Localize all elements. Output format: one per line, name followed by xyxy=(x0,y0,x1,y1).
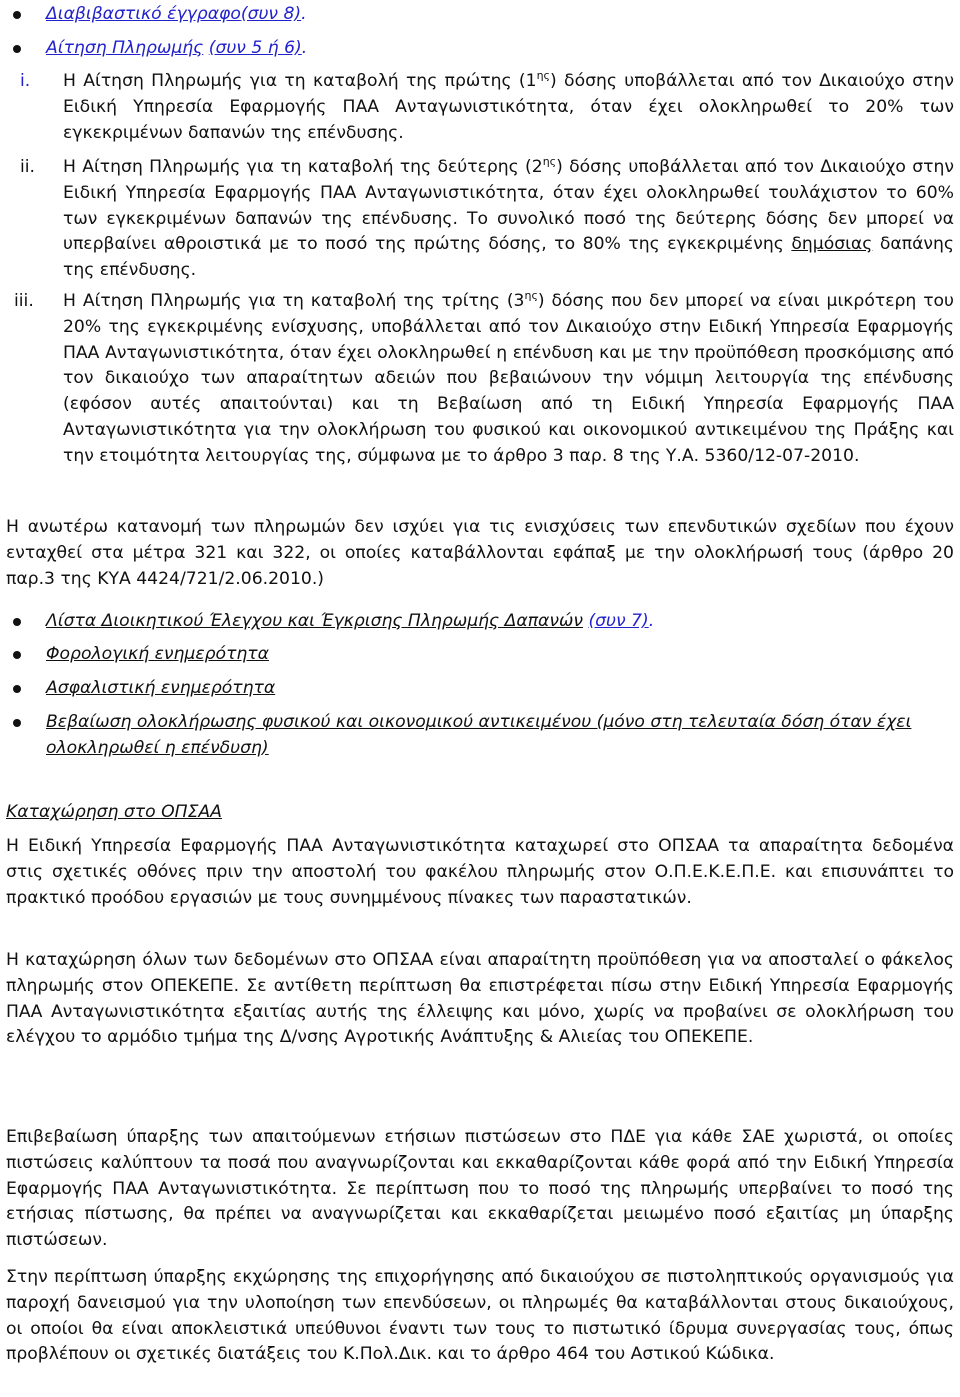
roman-item-sup: ης xyxy=(542,155,557,168)
paragraph-registration-1: Η Ειδική Υπηρεσία Εφαρμογής ΠΑΑ Ανταγωνιστικότητα καταχωρεί στο ΟΠΣΑΑ τα απαραίτητα δεδομένα στις σχετικές οθόνες πριν την αποστολή του φακέλου πληρωμής στον Ο.Π.Ε.Κ.Ε.Π.Ε. και επισυνάπτει το πρακτικό προόδου εργασιών με τους συνημμένους πίνακες των παραστατικών. xyxy=(6,836,954,908)
bullet-checklist xyxy=(6,609,954,635)
roman-item-sup: ης xyxy=(536,69,551,82)
covering-letter-ref-link[interactable]: (συν 8) xyxy=(240,4,302,24)
roman-item-3 xyxy=(6,289,954,470)
roman-item-text-post: ) δόσης υποβάλλεται από τον Δικαιούχο στην Ειδική Υπηρεσία Εφαρμογής ΠΑΑ Ανταγωνιστικότητα, όταν έχει ολοκληρωθεί το 20% των εγκεκριμένων δαπανών της επένδυσης. xyxy=(63,71,954,143)
paragraph-registration-2: Η καταχώρηση όλων των δεδομένων στο ΟΠΣΑΑ είναι απαραίτητη προϋπόθεση για να αποσταλεί ο φάκελος πληρωμής στον ΟΠΕΚΕΠΕ. Σε αντίθετη περίπτωση θα επιστρέφεται πίσω στην Ειδική Υπηρεσία Εφαρμογής ΠΑΑ Ανταγωνιστικότητα εξαιτίας αυτής της έλλειψης και μόνο, χωρίς να προβαίνει σε ολοκλήρωση του ελέγχου το αρμόδιο τμήμα της Δ/νσης Αγροτικής Ανάπτυξης & Αλιείας του ΟΠΕΚΕΠΕ. xyxy=(6,950,954,1048)
bullet-tail: . xyxy=(301,4,307,24)
roman-item-text-pre: Η Αίτηση Πληρωμής για τη καταβολή της δεύτερης (2 xyxy=(63,157,543,177)
roman-item-text-post2: δαπάνης της επένδυσης. xyxy=(63,234,954,281)
tax-clearance-link[interactable]: Φορολογική ενημερότητα xyxy=(46,644,269,664)
payment-request-ref-link[interactable]: (συν 5 ή 6) xyxy=(208,38,302,58)
roman-item-2 xyxy=(6,155,954,284)
roman-item-text-pre: Η Αίτηση Πληρωμής για τη καταβολή της πρώτης (1 xyxy=(63,71,537,91)
bullet-insurance-clearance xyxy=(6,676,954,702)
roman-item-text-post: ) δόσης υποβάλλεται από τον Δικαιούχο στην Ειδική Υπηρεσία Εφαρμογής ΠΑΑ Ανταγωνιστικότητα, όταν έχει ολοκληρωθεί τουλάχιστον το 60% των εγκεκριμένων δαπανών της επένδυσης. Το συνολικό ποσό της δεύτερης δόσης δεν μπορεί να υπερβαίνει αθροιστικά με το ποσό της πρώτης δόσης, το 80% της εγκεκριμένης xyxy=(63,157,954,255)
roman-number: ii. xyxy=(20,157,36,177)
insurance-clearance-link[interactable]: Ασφαλιστική ενημερότητα xyxy=(46,678,276,698)
section-heading: Καταχώρηση στο ΟΠΣΑΑ xyxy=(6,802,222,822)
roman-item-1 xyxy=(6,69,954,146)
covering-letter-link[interactable]: Διαβιβαστικό έγγραφο xyxy=(46,4,241,24)
bullet-covering-letter xyxy=(6,2,960,28)
paragraph-credits: Επιβεβαίωση ύπαρξης των απαιτούμενων ετήσιων πιστώσεων στο ΠΔΕ για κάθε ΣΑΕ χωριστά, οι οποίες πιστώσεις καλύπτουν τα ποσά που αναγνωρίζονται και εκκαθαρίζονται κάθε φορά από την Ειδική Υπηρεσία Εφαρμογής ΠΑΑ Ανταγωνιστικότητα. Σε περίπτωση που το ποσό της πληρωμής υπερβαίνει το ποσό της ετήσιας πίστωσης, θα πρέπει να αναγνωρίζεται και εκκαθαρίζεται μειωμένο ποσό εξαιτίας μη ύπαρξης πιστώσεων. xyxy=(6,1127,954,1251)
roman-number: i. xyxy=(20,71,31,91)
paragraph-assignment: Στην περίπτωση ύπαρξης εκχώρησης της επιχορήγησης από δικαιούχου σε πιστοληπτικούς οργανισμούς για παροχή δανεισμού για την υλοποίηση των επενδύσεων, οι πληρωμές θα καταβάλλονται στους δικαιούχους, οι οποίοι θα είναι αποκλειστικά υπεύθυνοι έναντι των τους το πιστωτικό ίδρυμα συνεργασίας τους, όπως προβλέπουν οι σχετικές διατάξεις του Κ.Πολ.Δικ. και το άρθρο 464 του Αστικού Κώδικα. xyxy=(6,1267,954,1365)
underlined-word: δημόσιας xyxy=(791,234,873,255)
roman-item-text-pre: Η Αίτηση Πληρωμής για τη καταβολή της τρίτης (3 xyxy=(63,291,525,311)
bullet-tail: . xyxy=(648,611,655,631)
bullet-tax-clearance xyxy=(6,642,954,668)
bullet-payment-request xyxy=(6,36,960,62)
completion-certificate-link[interactable]: Βεβαίωση ολοκλήρωσης φυσικού και οικονομικού αντικειμένου (μόνο στη τελευταία δόση όταν έχει ολοκληρωθεί η επένδυση) xyxy=(46,712,912,758)
bullet-completion-certificate xyxy=(6,710,954,762)
payment-request-link[interactable]: Αίτηση Πληρωμής xyxy=(46,38,204,58)
bullet-tail: . xyxy=(301,38,308,58)
roman-number: iii. xyxy=(14,291,34,311)
checklist-ref-link[interactable]: (συν 7) xyxy=(588,611,649,631)
roman-item-sup: ης xyxy=(524,289,538,302)
checklist-link[interactable]: Λίστα Διοικητικού Έλεγχου και Έγκρισης Πληρωμής Δαπανών xyxy=(46,611,583,631)
roman-item-text-post: ) δόσης που δεν μπορεί να είναι μικρότερη του 20% της εγκεκριμένης ενίσχυσης, υποβάλλεται από τον Δικαιούχο στην Ειδική Υπηρεσία Εφαρμογής ΠΑΑ Ανταγωνιστικότητα, όταν έχει ολοκληρωθεί η επένδυση και με την προϋπόθεση προσκόμισης από τον δικαιούχο των απαραίτητων αδειών που βεβαιώνουν την νόμιμη λειτουργία της επένδυσης (εφόσον αυτές απαιτούνται) και τη Βεβαίωση από τη Ειδική Υπηρεσία Εφαρμογής ΠΑΑ Ανταγωνιστικότητα για την ολοκλήρωση του φυσικού και οικονομικού αντικειμένου της Πράξης και την ετοιμότητα λειτουργίας της, σύμφωνα με το άρθρο 3 παρ. 8 της Υ.Α. 5360/12-07-2010. xyxy=(63,291,954,466)
paragraph-distribution: Η ανωτέρω κατανομή των πληρωμών δεν ισχύει για τις ενισχύσεις των επενδυτικών σχεδίων που έχουν ενταχθεί στα μέτρα 321 και 322, οι οποίες καταβάλλονται εφάπαξ με την ολοκλήρωσή τους (άρθρο 20 παρ.3 της ΚΥΑ 4424/721/2.06.2010.) xyxy=(6,517,954,589)
